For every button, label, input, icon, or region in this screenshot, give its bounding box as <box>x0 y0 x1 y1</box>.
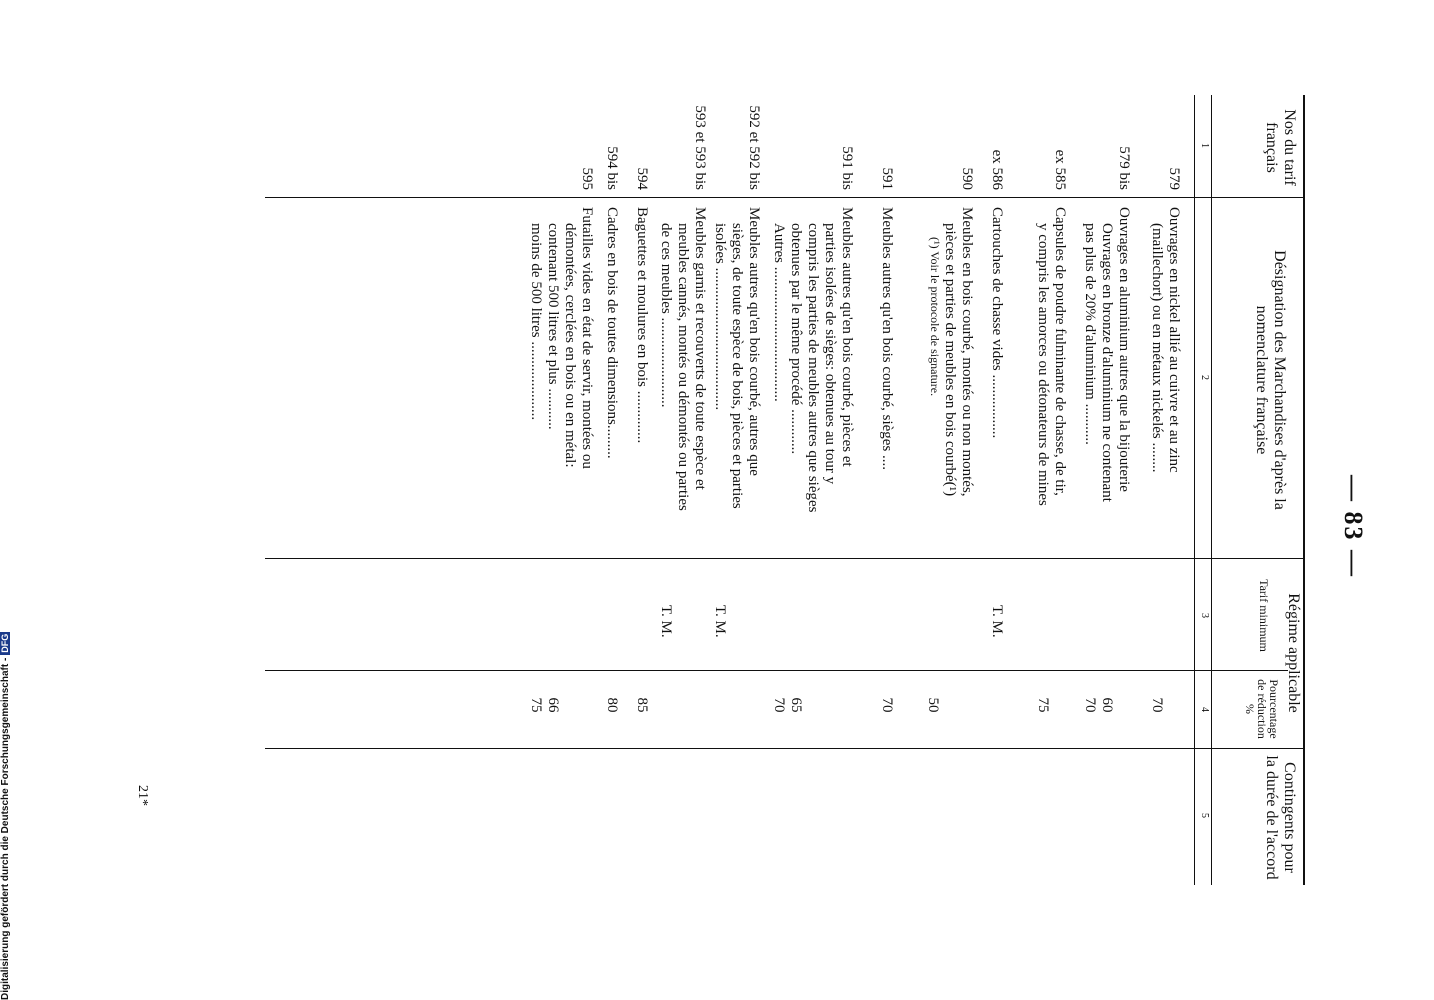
tarif-minimum-value: T. M. <box>712 605 728 638</box>
designation-line: Meubles autres qu'en bois courbé, pièces et <box>839 207 855 467</box>
tariff-number: 594 <box>634 167 650 190</box>
tariff-number: 591 bis <box>839 146 855 190</box>
designation-line: isolées ...................................... <box>712 223 729 411</box>
column-divider <box>265 670 1288 671</box>
designation-line: y compris les amorces ou détonateurs de mines <box>1035 223 1052 506</box>
column-number: 4 <box>1199 707 1210 712</box>
header-reduction-label: Pourcentage de réduction <box>1255 679 1281 739</box>
designation-text <box>527 207 595 552</box>
designation-line: Meubles garnis et recouverts de toute espèce et <box>692 207 708 490</box>
tariff-number: 590 <box>959 167 975 190</box>
designation-line: moins de 500 litres ..................... <box>528 223 545 421</box>
page-number: — 83 — <box>1339 475 1368 578</box>
designation-text <box>988 207 1005 552</box>
reduction-percentage: 66 <box>545 697 561 713</box>
header-rule <box>1211 95 1212 885</box>
designation-text <box>878 207 895 552</box>
designation-line: sièges, de toute espèce de bois, pièces et parties <box>729 223 746 509</box>
header-contingents: Contingents pour la durée de l'accord <box>1262 755 1298 880</box>
header-percent-sign: % <box>1243 704 1257 714</box>
designation-text <box>603 207 620 552</box>
designation-line: pas plus de 20% d'aluminium ........... <box>1082 223 1099 445</box>
tariff-number: ex 586 <box>989 149 1005 190</box>
designation-line: Meubles autres qu'en bois courbé, autres que <box>746 207 762 476</box>
rotated-page <box>135 95 1368 895</box>
designation-line: Ouvrages en aluminium autres que la bijouterie <box>1116 207 1132 492</box>
column-divider <box>265 558 1305 559</box>
tariff-number: 592 et 592 bis <box>746 105 762 190</box>
designation-line: Ouvrages en bronze d'aluminium ne contenant <box>1099 223 1116 502</box>
reduction-percentage: 70 <box>879 697 895 713</box>
signature-mark: 21* <box>135 785 150 806</box>
designation-line: Cartouches de chasse vides ................. <box>989 207 1005 439</box>
reduction-percentage: 70 <box>771 697 787 713</box>
designation-line: compris les parties de meubles autres que sièges <box>805 223 822 513</box>
header-tarif-number: Nos du tarif français <box>1262 109 1298 186</box>
tariff-number: ex 585 <box>1052 149 1068 190</box>
designation-text <box>633 207 650 552</box>
column-number: 1 <box>1199 143 1210 148</box>
column-divider <box>265 748 1305 749</box>
designation-line: obtenues par le même procédé ............ <box>788 223 805 455</box>
designation-line: parties isolées de sièges: obtenues au tour y <box>822 223 839 485</box>
designation-text <box>928 207 975 552</box>
designation-line: contenant 500 litres et plus ........... <box>545 223 562 430</box>
header-tarif-minimum: Tarif minimum <box>1257 579 1271 652</box>
reduction-percentage: 80 <box>604 697 620 713</box>
reduction-percentage: 75 <box>528 697 544 713</box>
designation-text <box>1081 207 1132 552</box>
header-reduction <box>1244 673 1280 745</box>
designation-text <box>1148 207 1182 552</box>
tariff-number: 579 <box>1166 167 1182 190</box>
credit-text: Digitalisierung gefördert durch die Deutsche Forschungsgemeinschaft - <box>0 657 11 1000</box>
digitization-credit <box>0 610 14 1000</box>
column-divider <box>265 197 1305 198</box>
tariff-number: 595 <box>579 167 595 190</box>
tariff-number: 579 bis <box>1116 146 1132 190</box>
designation-line: Ouvrages en nickel allié au cuivre et au zinc <box>1166 207 1182 473</box>
tarif-minimum-value: T. M. <box>658 605 674 638</box>
designation-line: Baguettes et moulures en bois .............. <box>634 207 650 444</box>
tariff-number: 593 et 593 bis <box>692 105 708 190</box>
designation-line: Capsules de poudre fulminante de chasse, de tir, <box>1052 207 1068 496</box>
column-number: 2 <box>1199 375 1210 380</box>
tariff-number: 591 <box>879 167 895 190</box>
designation-line: pièces et parties de meubles en bois courbé(¹) <box>942 223 959 497</box>
designation-text <box>1034 207 1068 552</box>
designation-text <box>711 207 762 552</box>
column-number-rule <box>1194 95 1195 885</box>
column-number: 5 <box>1199 813 1210 818</box>
tarif-minimum-value: T. M. <box>989 605 1005 638</box>
designation-line: (maillechort) ou en métaux nickelés ........ <box>1149 223 1166 473</box>
header-regime: Régime applicable <box>1285 593 1302 713</box>
designation-line: meubles cannés, montés ou démontés ou parties <box>675 223 692 511</box>
reduction-percentage: 70 <box>1149 697 1165 713</box>
header-designation: Désignation des Marchandises d'après la nomenclature française <box>1252 250 1288 510</box>
tariff-number: 594 bis <box>604 146 620 190</box>
column-number: 3 <box>1199 613 1210 618</box>
designation-line: Futailles vides en état de servir, montées ou <box>579 207 595 469</box>
reduction-percentage: 85 <box>634 697 650 713</box>
table-top-rule <box>1303 95 1305 885</box>
reduction-percentage: 75 <box>1035 697 1051 713</box>
designation-text <box>770 207 855 552</box>
designation-line: Autres .................................... <box>771 223 788 402</box>
designation-line: Meubles en bois courbé, montés ou non montés, <box>959 207 975 497</box>
reduction-percentage: 60 <box>1099 697 1115 713</box>
tariff-table <box>160 95 1310 895</box>
reduction-percentage: 65 <box>788 697 804 713</box>
designation-line: (¹) Voir le protocole de signature. <box>928 237 943 397</box>
designation-line: démontées, cerclées en bois ou en métal: <box>562 223 579 468</box>
dfg-logo: DFG <box>0 633 10 653</box>
designation-line: Meubles autres qu'en bois courbé, sièges .... <box>879 207 895 471</box>
designation-line: Cadres en bois de toutes dimensions......... <box>604 207 620 459</box>
designation-text <box>657 207 708 552</box>
reduction-percentage: 70 <box>1082 697 1098 713</box>
designation-line: de ces meubles ........................ <box>658 223 675 408</box>
reduction-percentage: 50 <box>925 697 941 713</box>
